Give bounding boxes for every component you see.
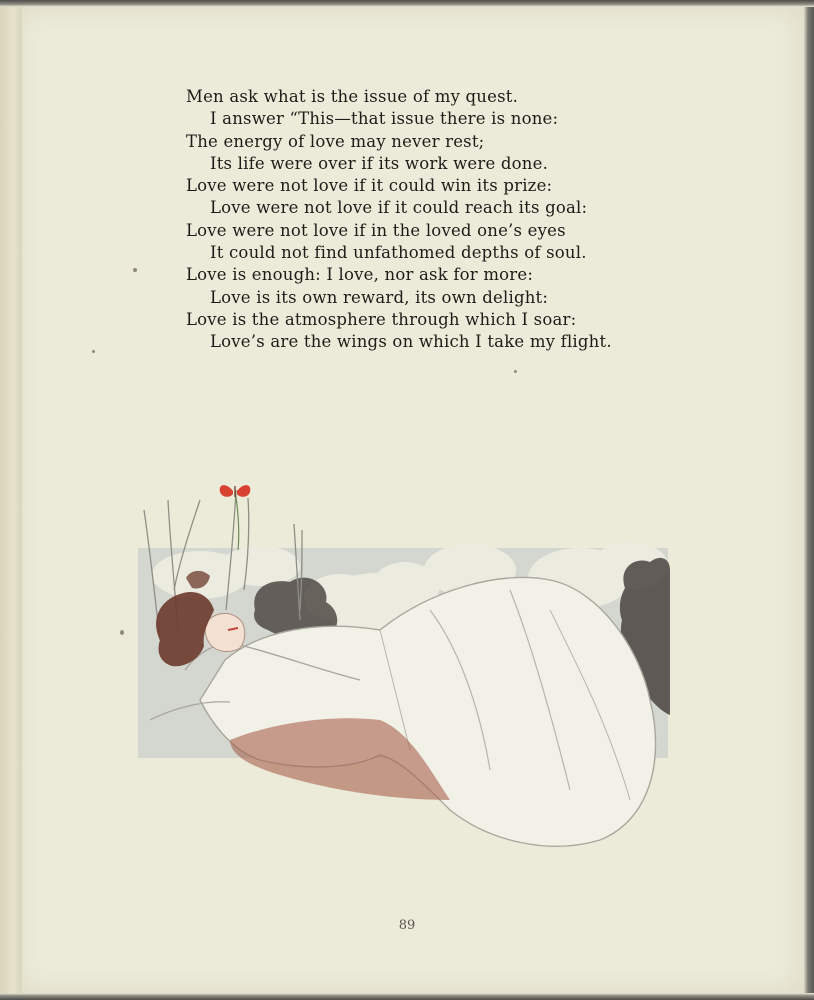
- paper-speck: [120, 630, 124, 635]
- poem-line: Love were not love if it could win its prize:: [186, 176, 553, 196]
- butterfly-icon: [220, 485, 251, 497]
- paper-speck: [133, 268, 137, 272]
- poem-line: Love is its own reward, its own delight:: [210, 287, 549, 307]
- page-number: 89: [398, 918, 416, 933]
- face: [205, 613, 245, 651]
- poem-text: [186, 86, 646, 354]
- paper-speck: [514, 370, 517, 373]
- page-top-edge: [0, 0, 814, 7]
- poem-line: I answer “This—that issue there is none:: [210, 109, 559, 129]
- poem-line: Love were not love if it could reach its goal:: [210, 198, 588, 218]
- poem-line: Its life were over if its work were done.: [210, 153, 549, 173]
- page-bottom-edge: [0, 993, 814, 1000]
- page-gutter: [0, 0, 22, 1000]
- paper-speck: [92, 350, 95, 353]
- page-right-edge: [804, 0, 814, 1000]
- poem-line: Love is the atmosphere through which I soar:: [186, 309, 577, 329]
- poem-line: Love is enough: I love, nor ask for more:: [186, 265, 534, 285]
- illustration: [130, 470, 680, 870]
- poem-line: Love were not love if in the loved one’s eyes: [186, 220, 566, 240]
- poem-line: Love’s are the wings on which I take my flight.: [210, 332, 612, 352]
- poem-line: Men ask what is the issue of my quest.: [186, 87, 519, 106]
- poem-line: The energy of love may never rest;: [186, 131, 485, 151]
- poem-line: It could not find unfathomed depths of soul.: [210, 243, 587, 263]
